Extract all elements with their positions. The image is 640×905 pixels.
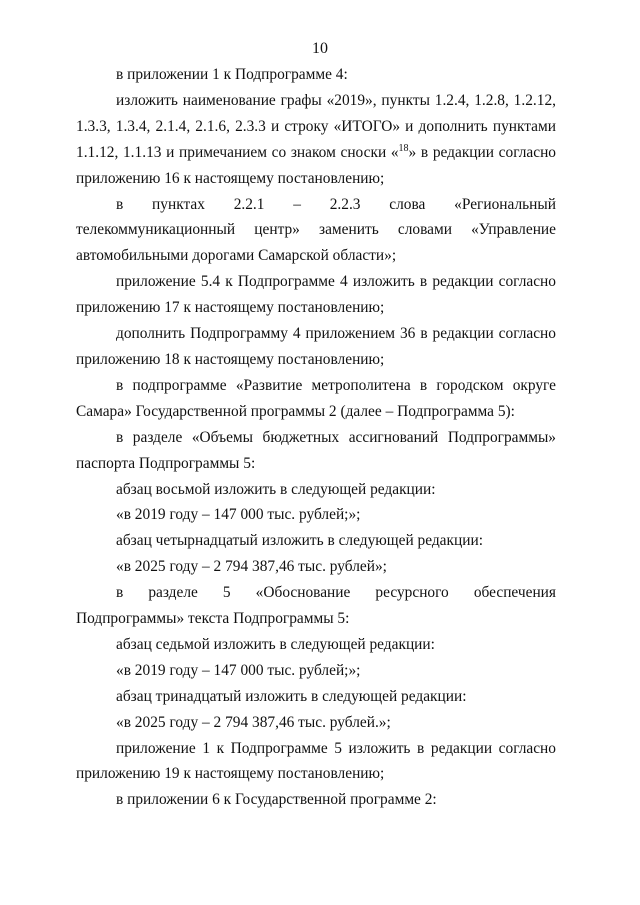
paragraph-3: в пунктах 2.2.1 – 2.2.3 слова «Региональный телекоммуникационный центр» заменить словами «Управление автомобильными дорогами Самарской области»; (76, 195, 556, 265)
paragraph-1: в приложении 1 к Подпрограмме 4: (116, 66, 348, 83)
paragraph-9: «в 2019 году – 147 000 тыс. рублей;»; (116, 506, 361, 524)
paragraph-17: приложение 1 к Подпрограмме 5 изложить в редакции согласно приложению 19 к настоящему постановлению; (76, 739, 556, 783)
paragraph-13: абзац седьмой изложить в следующей редакции: (116, 635, 435, 653)
paragraph-12: в разделе 5 «Обоснование ресурсного обеспечения Подпрограммы» текста Подпрограммы 5: (76, 584, 556, 628)
paragraph-7: в разделе «Объемы бюджетных ассигнований Подпрограммы» паспорта Подпрограммы 5: (76, 428, 556, 472)
paragraph-6: в подпрограмме «Развитие метрополитена в городском округе Самара» Государственной программы 2 (далее – Подпрограмма 5): (76, 376, 556, 420)
paragraph-11: «в 2025 году – 2 794 387,46 тыс. рублей»; (116, 558, 387, 576)
paragraph-10: абзац четырнадцатый изложить в следующей редакции: (116, 532, 483, 550)
paragraph-2 (76, 88, 556, 192)
paragraph-4: приложение 5.4 к Подпрограмме 4 изложить в редакции согласно приложению 17 к настоящему постановлению; (76, 273, 556, 317)
paragraph-14: «в 2019 году – 147 000 тыс. рублей;»; (116, 661, 361, 679)
paragraph-5: дополнить Подпрограмму 4 приложением 36 в редакции согласно приложению 18 к настоящему постановлению; (76, 325, 556, 368)
document-body (76, 62, 556, 813)
page-number: 10 (312, 40, 328, 57)
paragraph-2-text: изложить наименование графы «2019», пункты 1.2.4, 1.2.8, 1.2.12, 1.3.3, 1.3.4, 2.1.4, 2.1.6, 2.3.3 и строку «ИТОГО» и дополнить пунктами 1.1.12, 1.1.13 и примечанием со знаком сноски « (76, 91, 556, 161)
paragraph-15: абзац тринадцатый изложить в следующей редакции: (116, 687, 467, 705)
paragraph-2-tail: » в редакции согласно приложению 16 к настоящему постановлению; (76, 143, 556, 187)
paragraph-18: в приложении 6 к Государственной программе 2: (116, 791, 437, 809)
paragraph-8: абзац восьмой изложить в следующей редакции: (116, 480, 436, 498)
paragraph-16: «в 2025 году – 2 794 387,46 тыс. рублей.»; (116, 713, 391, 731)
footnote-mark: 18 (398, 142, 409, 154)
